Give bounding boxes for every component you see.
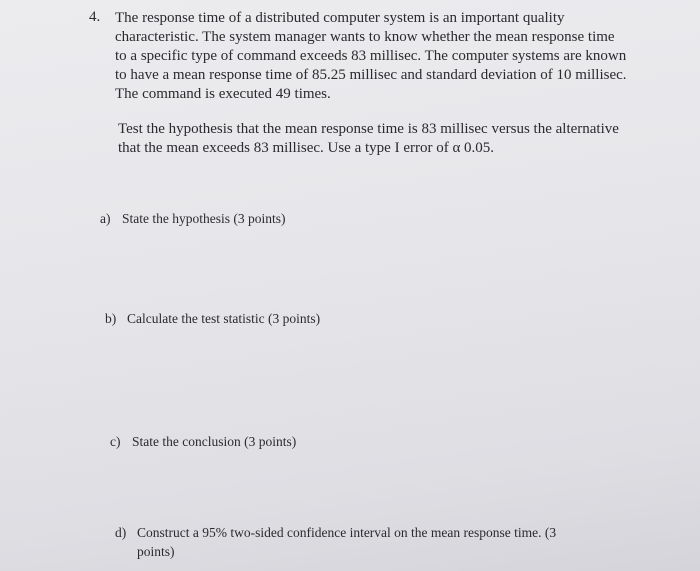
part-a-letter: a) — [100, 211, 111, 226]
part-a — [100, 209, 285, 228]
part-d-line2: points) — [137, 544, 175, 559]
part-a-text: State the hypothesis (3 points) — [122, 211, 286, 226]
part-c-letter: c) — [110, 434, 121, 449]
problem-line: The response time of a distributed computer system is an important quality — [115, 10, 565, 26]
part-d-letter: d) — [115, 525, 127, 540]
hypothesis-instruction — [118, 120, 619, 158]
part-b — [105, 309, 320, 328]
problem-line: The command is executed 49 times. — [115, 86, 331, 102]
part-d-line1 — [115, 523, 556, 542]
problem-line: to a specific type of command exceeds 83 millisec. The computer systems are known — [115, 48, 627, 64]
instruction-line: Test the hypothesis that the mean response time is 83 millisec versus the alternative — [118, 121, 619, 137]
part-b-text: Calculate the test statistic (3 points) — [127, 311, 321, 326]
part-b-letter: b) — [105, 311, 117, 326]
problem-statement — [115, 9, 627, 104]
instruction-line: that the mean exceeds 83 millisec. Use a type I error of α 0.05. — [118, 140, 495, 156]
part-c-text: State the conclusion (3 points) — [132, 434, 297, 449]
problem-line: characteristic. The system manager wants to know whether the mean response time — [115, 29, 615, 45]
part-d — [115, 523, 556, 561]
question-number: 4. — [89, 9, 101, 25]
part-c — [110, 432, 296, 451]
part-d-text: Construct a 95% two-sided confidence interval on the mean response time. (3 — [137, 525, 557, 540]
problem-line: to have a mean response time of 85.25 millisec and standard deviation of 10 millisec. — [115, 67, 627, 83]
